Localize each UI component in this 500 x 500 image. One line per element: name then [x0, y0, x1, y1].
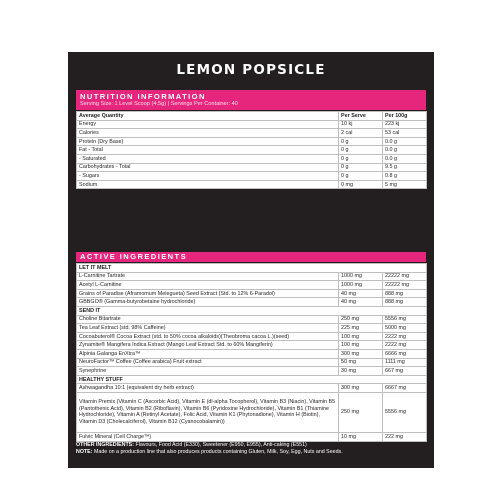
ingredient-group-header [77, 264, 427, 273]
ingredient-row [77, 367, 427, 376]
product-title: LEMON POPSICLE [176, 62, 326, 78]
per-100g-value: 53 cal [383, 129, 427, 138]
per-serve-value: 10 kj [339, 120, 383, 129]
nutrition-row [77, 172, 427, 181]
per-100g-value: 223 kj [383, 120, 427, 129]
ingredient-group-header [77, 375, 427, 384]
ingredient-name: GBBGO® (Gamma-butyrobetaine hydrochloride) [77, 298, 339, 307]
nutrition-row [77, 146, 427, 155]
active-ingredients-header: ACTIVE INGREDIENTS [80, 252, 188, 261]
column-header-average-quantity: Average Quantity [77, 112, 339, 121]
ingredient-group-name: LET IT MELT [77, 264, 427, 273]
per-serve-value: 250 mg [339, 392, 383, 432]
nutrition-row [77, 137, 427, 146]
per-100g-value: 22222 mg [383, 281, 427, 290]
per-100g-value: 0.8 g [383, 172, 427, 181]
ingredient-row [77, 281, 427, 290]
per-serve-value: 0 g [339, 137, 383, 146]
nutrition-row [77, 180, 427, 189]
serving-info: Serving Size: 1 Level Scoop (4.5g) | Servings Per Container: 40 [80, 101, 238, 107]
ingredient-group-header [77, 306, 427, 315]
ingredient-name: Synephrine [77, 367, 339, 376]
ingredient-row [77, 298, 427, 307]
per-serve-value: 1000 mg [339, 272, 383, 281]
active-ingredients-header-bar [76, 252, 426, 262]
per-100g-value: 5556 mg [383, 392, 427, 432]
per-100g-value: 9.5 g [383, 163, 427, 172]
ingredient-name: Grains of Paradise (Aframomum Melegueta) Seed Extract (Std. to 12% 6-Paradol) [77, 289, 339, 298]
per-100g-value: 2222 mg [383, 332, 427, 341]
per-serve-value: 2 cal [339, 129, 383, 138]
ingredient-name: Cocoabuterol® Cocoa Extract (std. to 50% cocoa alkaloids)(Theobroma cacoa L.)(seed) [77, 332, 339, 341]
ingredient-row [77, 384, 427, 393]
per-100g-value: 0.0 g [383, 154, 427, 163]
per-serve-value: 250 mg [339, 315, 383, 324]
nutrition-label-panel [68, 52, 434, 468]
nutrient-name: - Saturated [77, 154, 339, 163]
per-serve-value: 30 mg [339, 367, 383, 376]
ingredient-row [77, 432, 427, 441]
per-100g-value: 22222 mg [383, 272, 427, 281]
nutrition-row [77, 163, 427, 172]
per-serve-value: 300 mg [339, 384, 383, 393]
ingredient-row [77, 341, 427, 350]
active-ingredients-table [76, 263, 427, 442]
ingredient-row [77, 289, 427, 298]
per-serve-value: 0 g [339, 154, 383, 163]
per-serve-value: 0 g [339, 163, 383, 172]
nutrient-name: Fat - Total [77, 146, 339, 155]
footer-notes [76, 442, 426, 456]
per-100g-value: 6666 mg [383, 349, 427, 358]
per-serve-value: 10 mg [339, 432, 383, 441]
other-ingredients-text: Flavours, Food Acid (E330), Sweetener (E950, E955), Anti-caking (E551) [135, 442, 307, 448]
ingredient-name: Ashwagandha 10:1 (equivalent dry herb extract) [77, 384, 339, 393]
per-100g-value: 6667 mg [383, 384, 427, 393]
ingredient-name: Fulvic Mineral (Cell Charge™) [77, 432, 339, 441]
per-serve-value: 40 mg [339, 298, 383, 307]
per-100g-value: 0.0 g [383, 146, 427, 155]
per-100g-value: 667 mg [383, 367, 427, 376]
per-100g-value: 0.0 g [383, 137, 427, 146]
ingredient-group-name: HEALTHY STUFF [77, 375, 427, 384]
ingredient-name: NeuroFactor™ Coffee (Coffee arabica) Fruit extract [77, 358, 339, 367]
per-100g-value: 5000 mg [383, 324, 427, 333]
per-100g-value: 5 mg [383, 180, 427, 189]
nutrition-row [77, 129, 427, 138]
other-ingredients-label: OTHER INGREDIENTS: [76, 442, 134, 448]
per-serve-value: 0 g [339, 172, 383, 181]
ingredient-row [77, 315, 427, 324]
per-100g-value: 1111 mg [383, 358, 427, 367]
per-serve-value: 0 g [339, 146, 383, 155]
per-serve-value: 0 mg [339, 180, 383, 189]
nutrient-name: Protein (Dry Base) [77, 137, 339, 146]
per-serve-value: 1000 mg [339, 281, 383, 290]
nutrition-column-headers [77, 112, 427, 121]
ingredient-group-name: SEND IT [77, 306, 427, 315]
per-serve-value: 100 mg [339, 341, 383, 350]
per-serve-value: 300 mg [339, 349, 383, 358]
nutrient-name: - Sugars [77, 172, 339, 181]
ingredient-row [77, 272, 427, 281]
per-100g-value: 2222 mg [383, 341, 427, 350]
nutrition-table [76, 111, 427, 189]
nutrition-row [77, 120, 427, 129]
nutrient-name: Sodium [77, 180, 339, 189]
ingredient-name: Vitamin Premix (Vitamin C (Ascorbic Acid), Vitamin E (dl-alpha Tocopherol), Vitamin B3 (Niacin), Vitamin B5 (Pantothenic Acid), Vitamin B2 (Riboflavin), Vitamin B6 (Pyridoxine Hydrochloride), Vitamin B1 (Thiamine Hydrochloride), Vitamin A (Retinyl Acetate), Folic Acid, Vitamin K1 (Phytonadione), Vitamin H (Biotin), Vitamin D3 (Cholecalciferol), Vitamin B12 (Cyanocobalamin)) [77, 392, 339, 432]
per-100g-value: 888 mg [383, 289, 427, 298]
ingredient-name: Choline Bitartrate [77, 315, 339, 324]
nutrition-header-bar [76, 90, 426, 110]
ingredient-name: Alpinia Galanga EnXtra™ [77, 349, 339, 358]
note-text: Made on a production line that also produces products containing Gluten, Milk, Soy, Egg, Nuts and Seeds. [93, 449, 343, 455]
per-serve-value: 50 mg [339, 358, 383, 367]
per-100g-value: 5556 mg [383, 315, 427, 324]
production-note [76, 449, 426, 456]
per-serve-value: 225 mg [339, 324, 383, 333]
nutrient-name: Carbohydrates - Total [77, 163, 339, 172]
ingredient-row [77, 332, 427, 341]
other-ingredients [76, 442, 426, 449]
nutrient-name: Energy [77, 120, 339, 129]
note-label: NOTE: [76, 449, 93, 455]
nutrition-header: NUTRITION INFORMATION [80, 92, 206, 101]
per-serve-value: 40 mg [339, 289, 383, 298]
per-100g-value: 888 mg [383, 298, 427, 307]
per-serve-value: 100 mg [339, 332, 383, 341]
ingredient-row [77, 392, 427, 432]
column-header-per-100g: Per 100g [383, 112, 427, 121]
ingredient-name: Tea Leaf Extract (std. 98% Caffeine) [77, 324, 339, 333]
ingredient-row [77, 349, 427, 358]
per-100g-value: 222 mg [383, 432, 427, 441]
nutrient-name: Calories [77, 129, 339, 138]
ingredient-row [77, 324, 427, 333]
nutrition-row [77, 154, 427, 163]
ingredient-name: L-Carnitine Tartrate [77, 272, 339, 281]
ingredient-name: Acetyl L-Carnitine [77, 281, 339, 290]
column-header-per-serve: Per Serve [339, 112, 383, 121]
ingredient-row [77, 358, 427, 367]
ingredient-name: Zynamite® Mangifera Indica Extract (Mango Leaf Extract Std. to 60% Mangiferin) [77, 341, 339, 350]
